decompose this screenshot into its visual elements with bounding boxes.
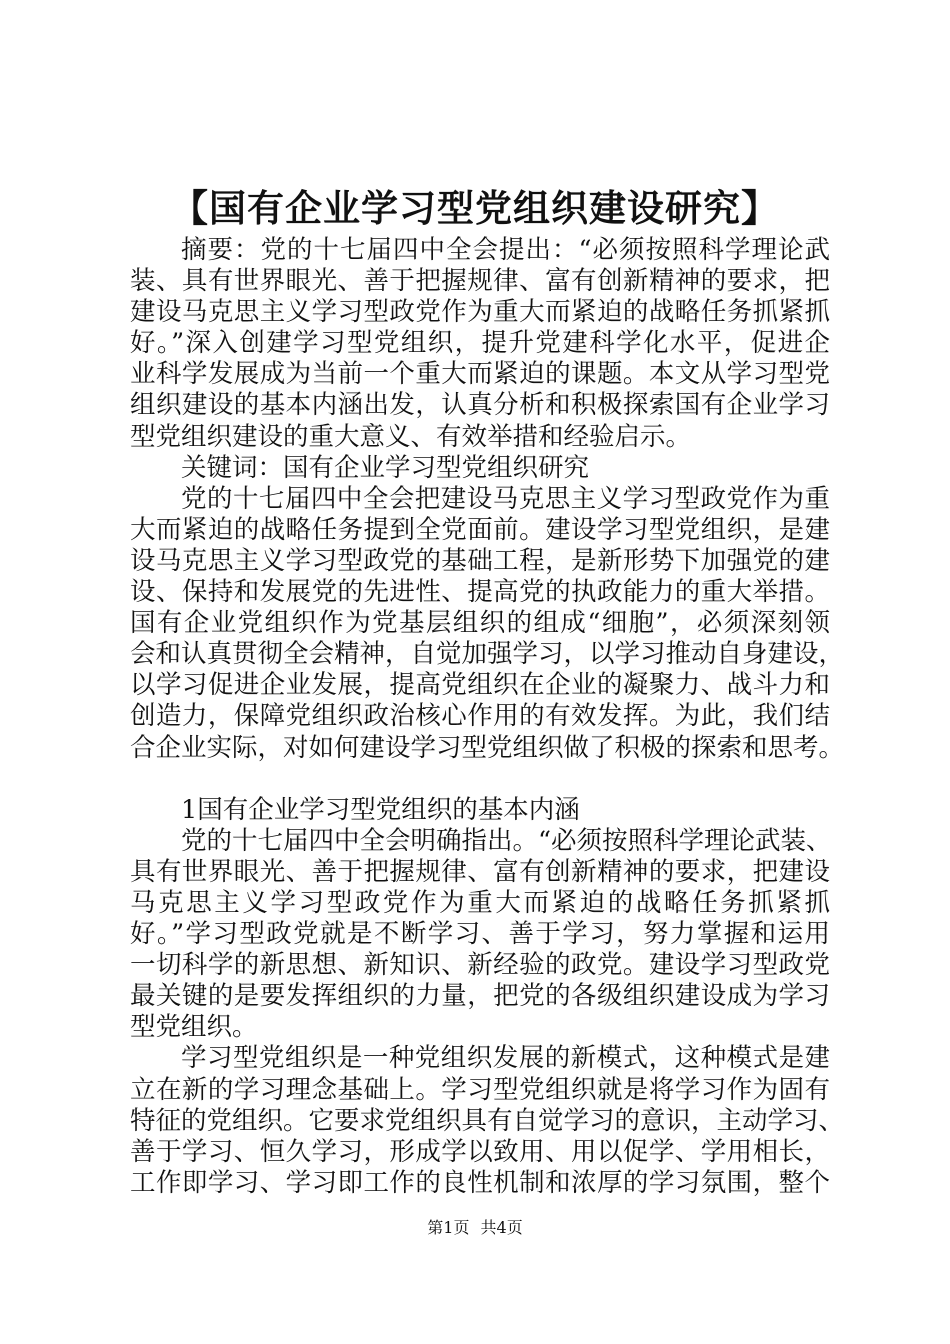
text-line: 业科学发展成为当前一个重大而紧迫的课题。本文从学习型党: [130, 359, 830, 390]
text-line: 国有企业党组织作为党基层组织的组成“细胞”，必须深刻领: [130, 608, 830, 639]
text-line: 合企业实际，对如何建设学习型党组织做了积极的探索和思考。: [130, 732, 845, 763]
document-body: [130, 235, 845, 1199]
text-line: 党的十七届四中全会把建设马克思主义学习型政党作为重: [181, 483, 830, 514]
text-line: 组织建设的基本内涵出发，认真分析和积极探索国有企业学习: [130, 390, 830, 421]
text-line: 关键词：国有企业学习型党组织研究: [181, 452, 590, 483]
text-line: 具有世界眼光、善于把握规律、富有创新精神的要求，把建设: [130, 856, 830, 887]
page-total: 共4页: [480, 1218, 523, 1237]
text-line: 建设马克思主义学习型政党作为重大而紧迫的战略任务抓紧抓: [130, 297, 830, 328]
text-line: 大而紧迫的战略任务提到全党面前。建设学习型党组织，是建: [130, 514, 830, 545]
text-line: 最关键的是要发挥组织的力量，把党的各级组织建设成为学习: [130, 981, 830, 1012]
text-line: 设马克思主义学习型政党的基础工程，是新形势下加强党的建: [130, 545, 830, 576]
text-line: 摘要：党的十七届四中全会提出：“必须按照科学理论武: [181, 235, 830, 265]
text-line: 会和认真贯彻全会精神，自觉加强学习，以学习推动自身建设，: [130, 639, 845, 670]
text-line: 党的十七届四中全会明确指出。“必须按照科学理论武装、: [181, 825, 832, 856]
page-footer: [0, 1216, 950, 1240]
text-line: 以学习促进企业发展，提高党组织在企业的凝聚力、战斗力和: [130, 670, 830, 701]
text-line: 装、具有世界眼光、善于把握规律、富有创新精神的要求，把: [130, 266, 830, 297]
text-line: 1国有企业学习型党组织的基本内涵: [181, 794, 580, 825]
document-title: 【国有企业学习型党组织建设研究】: [171, 186, 779, 230]
text-line: 型党组织。: [130, 1012, 258, 1043]
text-line: 型党组织建设的重大意义、有效举措和经验启示。: [130, 421, 692, 452]
text-line: 工作即学习、学习即工作的良性机制和浓厚的学习氛围，整个: [130, 1167, 830, 1198]
text-line: 马克思主义学习型政党作为重大而紧迫的战略任务抓紧抓: [130, 887, 830, 918]
page-number: 第1页: [427, 1218, 470, 1237]
text-line: 好。”深入创建学习型党组织，提升党建科学化水平，促进企: [130, 328, 830, 359]
text-line: 立在新的学习理念基础上。学习型党组织就是将学习作为固有: [130, 1074, 830, 1105]
text-line: 特征的党组织。它要求党组织具有自觉学习的意识，主动学习、: [130, 1105, 845, 1136]
text-line: 好。”学习型政党就是不断学习、善于学习，努力掌握和运用: [130, 919, 830, 950]
text-line: 创造力，保障党组织政治核心作用的有效发挥。为此，我们结: [130, 701, 830, 732]
text-line: 善于学习、恒久学习，形成学以致用、用以促学、学用相长，: [130, 1136, 830, 1167]
text-line: 设、保持和发展党的先进性、提高党的执政能力的重大举措。: [130, 577, 830, 608]
paragraph-gap: [130, 764, 830, 795]
text-line: 一切科学的新思想、新知识、新经验的政党。建设学习型政党: [130, 950, 830, 981]
text-line: 学习型党组织是一种党组织发展的新模式，这种模式是建: [181, 1043, 830, 1074]
